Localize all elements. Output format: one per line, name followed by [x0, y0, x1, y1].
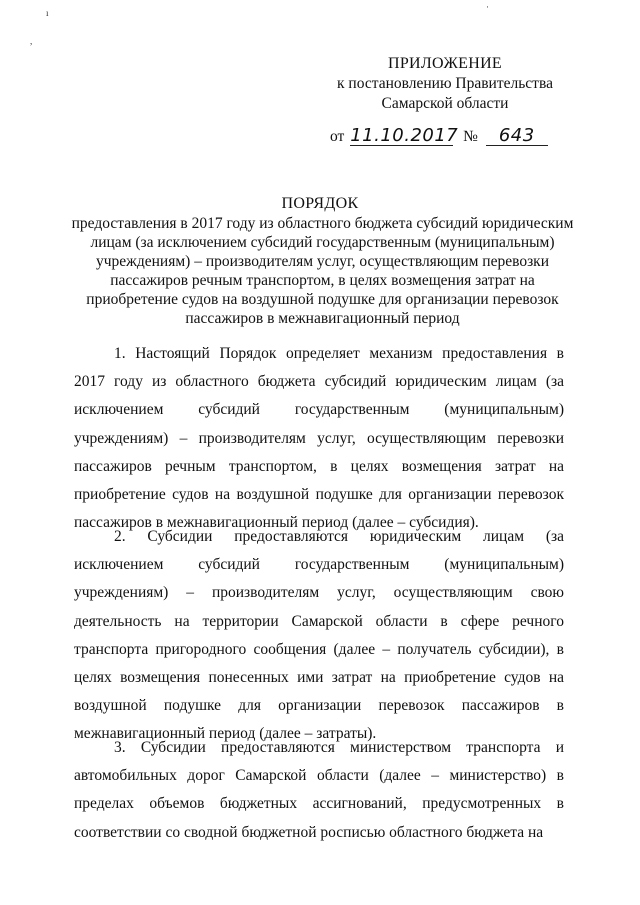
appendix-title: ПРИЛОЖЕНИЕ	[387, 55, 502, 72]
paragraph-2: 2. Субсидии предоставляются юридическим лицам (за исключением субсидий государственным (муниципальным) учреждениям) – производителям услуг, осуществляющим свою деятельность на территории Самарской области в сфере речного транспорта пригородного сообщения (далее – получатель субсидии), в целях возмещения понесенных ими затрат на приобретение судов на воздушной подушке для организации перевозок пассажиров в межнавигационный период (далее – затраты).	[74, 528, 564, 743]
date-prefix: от	[330, 128, 345, 145]
scan-mark: ,	[30, 36, 33, 46]
document-title: ПОРЯДОК	[281, 195, 359, 212]
appendix-header	[330, 54, 560, 114]
scan-mark: ı	[46, 8, 49, 18]
paragraph-3: 3. Субсидии предоставляются министерством транспорта и автомобильных дорог Самарской области (далее – министерство) в пределах объемов бюджетных ассигнований, предусмотренных в соответствии со сводной бюджетной росписью областного бюджета на	[74, 739, 564, 841]
appendix-line-1: к постановлению Правительства	[337, 75, 553, 92]
resolution-date-line	[330, 127, 570, 146]
appendix-line-2: Самарской области	[381, 95, 509, 112]
paragraph-1: 1. Настоящий Порядок определяет механизм предоставления в 2017 году из областного бюджета субсидий юридическим лицам (за исключением субсидий государственным (муниципальным) учреждениям) – производителям услуг, осуществляющим перевозки пассажиров речным транспортом, в целях возмещения затрат на приобретение судов на воздушной подушке для организации перевозок пассажиров в межнавигационный период (далее – субсидия).	[74, 345, 564, 532]
document-subtitle: предоставления в 2017 году из областного бюджета субсидий юридическим лицам (за исключением субсидий государственным (муниципальным) учреждениям) – производителям услуг, осуществляющим перевозки пассажиров речным транспортом, в целях возмещения затрат на приобретение судов на воздушной подушке для организации перевозок пассажиров в межнавигационный период	[71, 215, 574, 327]
resolution-number: 643	[486, 127, 548, 146]
resolution-date: 11.10.2017	[350, 125, 459, 146]
scan-mark: ·	[486, 2, 489, 12]
number-sign: №	[463, 128, 478, 145]
